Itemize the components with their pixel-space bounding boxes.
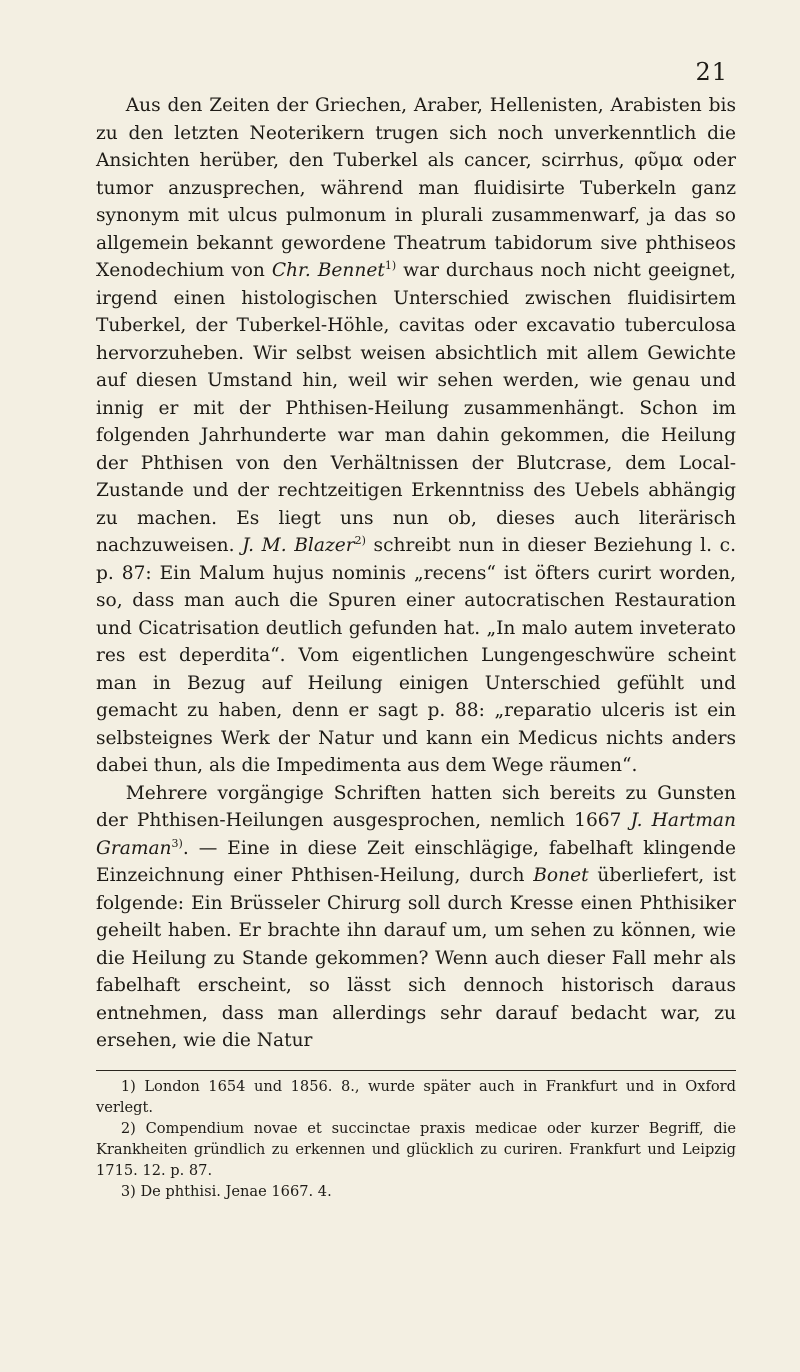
- footnotes: [96, 1076, 736, 1202]
- author-name: Bonet: [533, 865, 589, 886]
- footnote-3: [96, 1181, 736, 1202]
- text-run: . — Eine in diese Zeit einschlägige, fabelhaft klingende Einzeichnung einer Phthisen-Heilung, durch: [96, 837, 736, 886]
- author-name: J. M. Blazer: [242, 535, 355, 556]
- footnote-ref: 3): [171, 836, 183, 850]
- paragraph-2: [96, 780, 736, 1055]
- text-run: Mehrere vorgängige Schriften hatten sich bereits zu Gunsten der Phthisen-Heilungen ausgesprochen, nemlich 1667: [96, 782, 736, 831]
- footnote-ref: 1): [384, 258, 397, 272]
- footnote-text: De phthisi. Jenae 1667. 4.: [140, 1183, 332, 1200]
- footnote-text: Compendium novae et succinctae praxis medicae oder kurzer Begriff, die Krankheiten gründlich zu erkennen und glücklich zu curiren. Frankfurt und Leipzig 1715. 12. p. 87.: [96, 1120, 736, 1179]
- page-number: 21: [695, 58, 728, 86]
- author-name: J. Hartman Graman: [96, 810, 736, 859]
- footnote-mark: 1): [120, 1078, 136, 1095]
- text-run: war durchaus noch nicht geeignet, irgend einen histologischen Unterschied zwischen fluidisirtem Tuberkel, der Tuberkel-Höhle, cavitas oder excavatio tuberculosa hervorzuheben. Wir selbst weisen absichtlich mit allem Gewichte auf diesen Umstand hin, weil wir sehen werden, wie genau und innig er mit der Phthisen-Heilung zusammenhängt. Schon im folgenden Jahrhunderte war man dahin gekommen, die Heilung der Phthisen von den Verhältnissen der Blutcrase, dem Local-Zustande und der rechtzeitigen Erkenntniss des Uebels abhängig zu machen. Es liegt uns nun ob, dieses auch literärisch nachzuweisen.: [96, 260, 736, 556]
- footnote-text: London 1654 und 1856. 8., wurde später auch in Frankfurt und in Oxford verlegt.: [96, 1078, 736, 1116]
- footnote-1: [96, 1076, 736, 1118]
- footnote-mark: 2): [120, 1120, 136, 1137]
- text-run: schreibt nun in dieser Beziehung l. c. p. 87: Ein Malum hujus nominis „recens“ ist öfters curirt worden, so, dass man auch die Spuren einer autocratischen Restauration und Cicatrisation deutlich gefunden hat. „In malo autem inveterato res est deperdita“. Vom eigentlichen Lungengeschwüre scheint man in Bezug auf Heilung einigen Unterschied gefühlt und gemacht zu haben, denn er sagt p. 88: „reparatio ulceris ist ein selbsteignes Werk der Natur und kann ein Medicus nichts anders dabei thun, als die Impedimenta aus dem Wege räumen“.: [96, 535, 736, 776]
- footnote-mark: 3): [120, 1183, 136, 1200]
- author-name: Chr. Bennet: [271, 260, 385, 281]
- footnote-ref: 2): [354, 533, 366, 547]
- paragraph-1: [96, 92, 736, 780]
- footnote-divider: [96, 1070, 736, 1071]
- footnote-2: [96, 1118, 736, 1181]
- text-run: Aus den Zeiten der Griechen, Araber, Hellenisten, Arabisten bis zu den letzten Neoterikern trugen sich noch unverkenntlich die Ansichten herüber, den Tuberkel als cancer, scirrhus, φῦμα oder tumor anzusprechen, während man fluidisirte Tuberkeln ganz synonym mit ulcus pulmonum in plurali zusammenwarf, ja das so allgemein bekannt gewordene Theatrum tabidorum sive phthiseos Xenodechium von: [96, 95, 736, 281]
- text-run: überliefert, ist folgende: Ein Brüsseler Chirurg soll durch Kresse einen Phthisiker geheilt haben. Er brachte ihn darauf um, um sehen zu können, wie die Heilung zu Stande gekommen? Wenn auch dieser Fall mehr als fabelhaft erscheint, so lässt sich dennoch historisch daraus entnehmen, dass man allerdings sehr darauf bedacht war, zu ersehen, wie die Natur: [96, 865, 736, 1051]
- main-text: [96, 92, 736, 1055]
